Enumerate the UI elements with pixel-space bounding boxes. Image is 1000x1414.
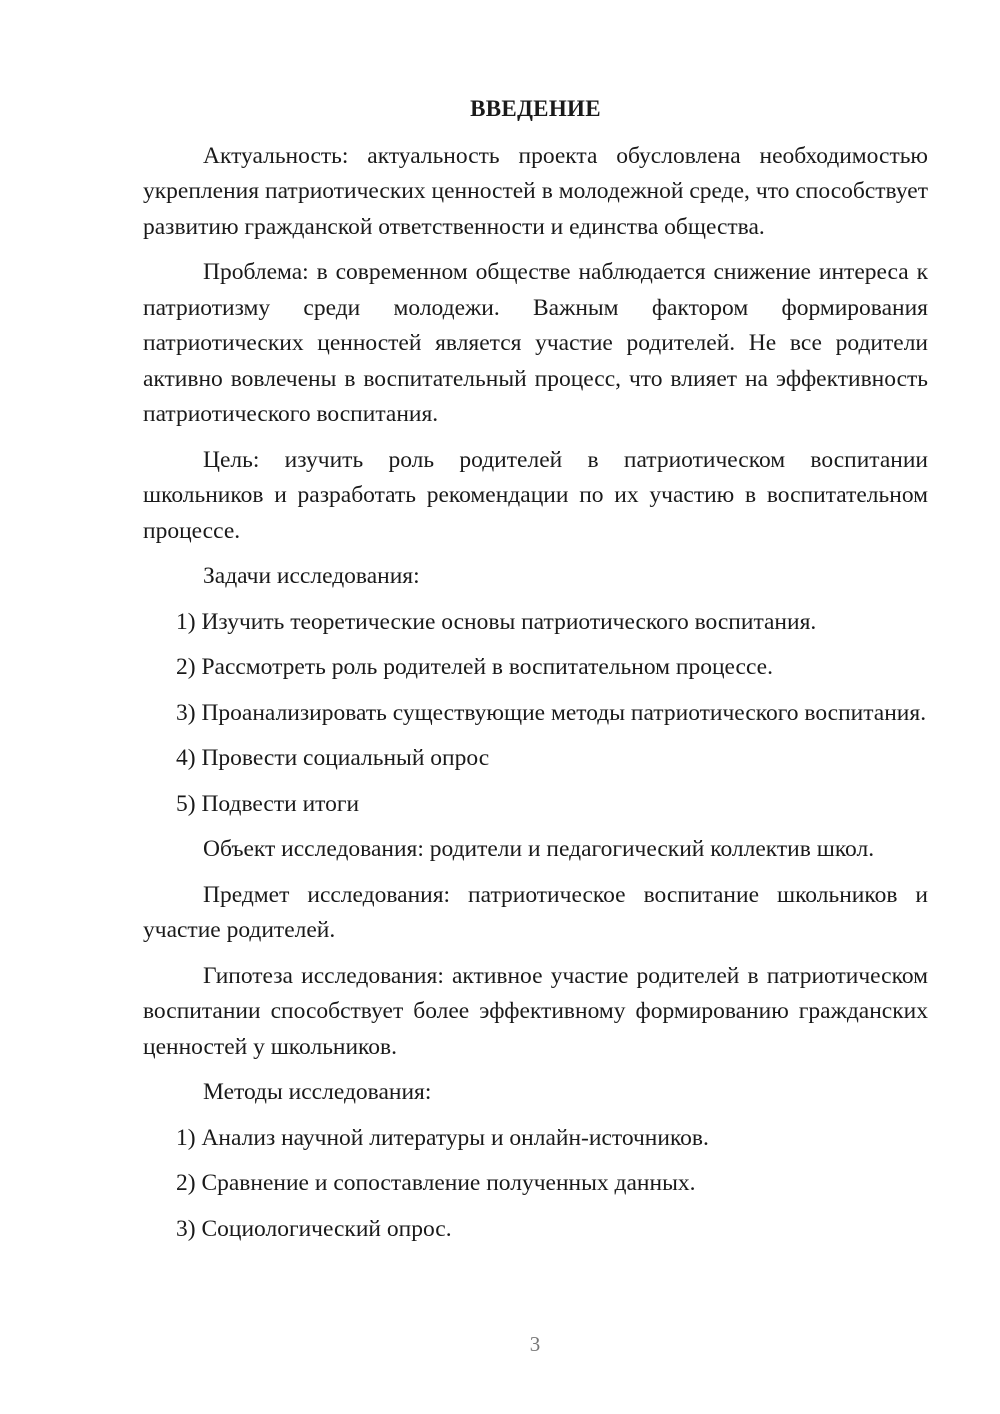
task-item: 2) Рассмотреть роль родителей в воспитательном процессе. xyxy=(176,654,773,680)
page-number: 3 xyxy=(529,1332,541,1356)
task-item: 1) Изучить теоретические основы патриотического воспитания. xyxy=(176,608,817,635)
method-item: 1) Анализ научной литературы и онлайн-источников. xyxy=(176,1124,709,1151)
method-item: 2) Сравнение и сопоставление полученных данных. xyxy=(176,1170,696,1196)
relevance-paragraph: Актуальность: актуальность проекта обусловлена необходимостью укрепления патриотических ценностей в молодежной среде, что способствует развитию гражданской ответственности и единства общества. xyxy=(143,142,928,240)
hypothesis-paragraph: Гипотеза исследования: активное участие родителей в патриотическом воспитании способствует более эффективному формированию гражданских ценностей у школьников. xyxy=(143,962,928,1060)
problem-paragraph: Проблема: в современном обществе наблюдается снижение интереса к патриотизму среди молодежи. Важным фактором формирования патриотических ценностей является участие родителей. Не все родители активно вовлечены в воспитательный процесс, что влияет на эффективность патриотического воспитания. xyxy=(143,259,928,427)
object-paragraph: Объект исследования: родители и педагогический коллектив школ. xyxy=(203,836,875,862)
methods-heading: Методы исследования: xyxy=(203,1079,432,1105)
task-item: 5) Подвести итоги xyxy=(176,790,360,817)
task-item: 4) Провести социальный опрос xyxy=(176,745,490,771)
task-item: 3) Проанализировать существующие методы патриотического воспитания. xyxy=(176,699,927,726)
subject-paragraph: Предмет исследования: патриотическое воспитание школьников и участие родителей. xyxy=(143,881,928,943)
goal-paragraph: Цель: изучить роль родителей в патриотическом воспитании школьников и разработать рекомендации по их участию в воспитательном процессе. xyxy=(143,446,928,544)
tasks-heading: Задачи исследования: xyxy=(203,563,420,589)
page-content xyxy=(143,91,928,1257)
method-item: 3) Социологический опрос. xyxy=(176,1215,452,1242)
section-title: ВВЕДЕНИЕ xyxy=(470,96,601,121)
